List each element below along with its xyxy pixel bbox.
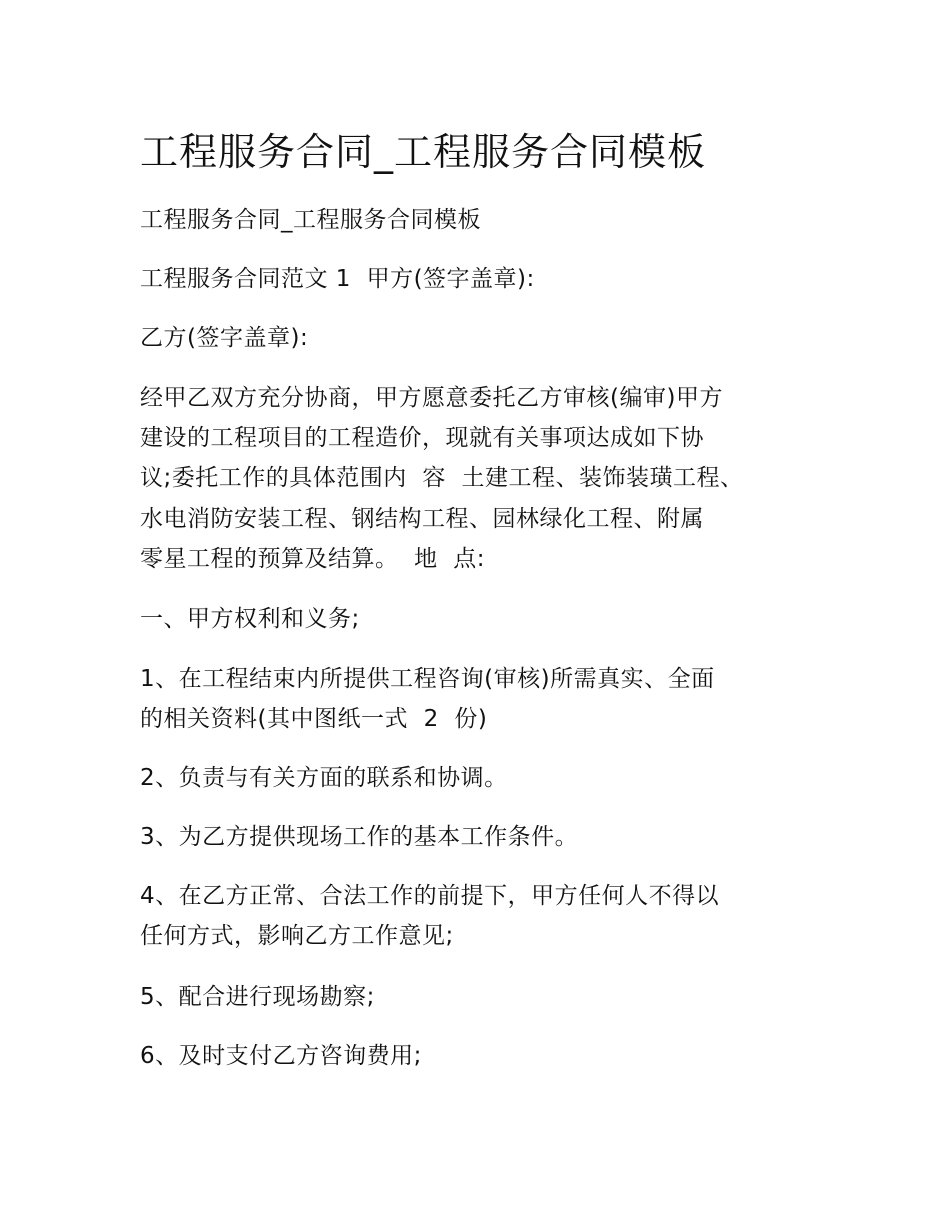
scope-line-1: 经甲乙双方充分协商，甲方愿意委托乙方审核(编审)甲方 — [140, 385, 723, 411]
scope-line-3: 议;委托工作的具体范围内 容 土建工程、装饰装璜工程、 — [140, 465, 744, 491]
item-2: 2、负责与有关方面的联系和协调。 — [140, 765, 508, 791]
section-heading-party-a: 一、甲方权利和义务; — [140, 606, 360, 632]
scope-line-2: 建设的工程项目的工程造价，现就有关事项达成如下协 — [140, 425, 704, 451]
item-4-line-1: 4、在乙方正常、合法工作的前提下，甲方任何人不得以 — [140, 883, 720, 909]
scope-line-5: 零星工程的预算及结算。 地 点: — [140, 546, 485, 572]
item-5: 5、配合进行现场勘察; — [140, 984, 375, 1010]
contract-intro-line: 工程服务合同范文 1 甲方(签字盖章): — [140, 266, 535, 292]
item-3: 3、为乙方提供现场工作的基本工作条件。 — [140, 824, 579, 850]
item-1-line-2: 的相关资料(其中图纸一式 2 份) — [140, 706, 488, 732]
subtitle-line: 工程服务合同_工程服务合同模板 — [140, 207, 481, 233]
scope-line-4: 水电消防安装工程、钢结构工程、园林绿化工程、附属 — [140, 506, 704, 532]
item-4-line-2: 任何方式，影响乙方工作意见; — [140, 923, 454, 949]
item-6: 6、及时支付乙方咨询费用; — [140, 1043, 422, 1069]
party-b-line: 乙方(签字盖章): — [140, 325, 309, 351]
item-1-line-1: 1、在工程结束内所提供工程咨询(审核)所需真实、全面 — [140, 666, 715, 692]
document-title: 工程服务合同_工程服务合同模板 — [140, 130, 707, 174]
